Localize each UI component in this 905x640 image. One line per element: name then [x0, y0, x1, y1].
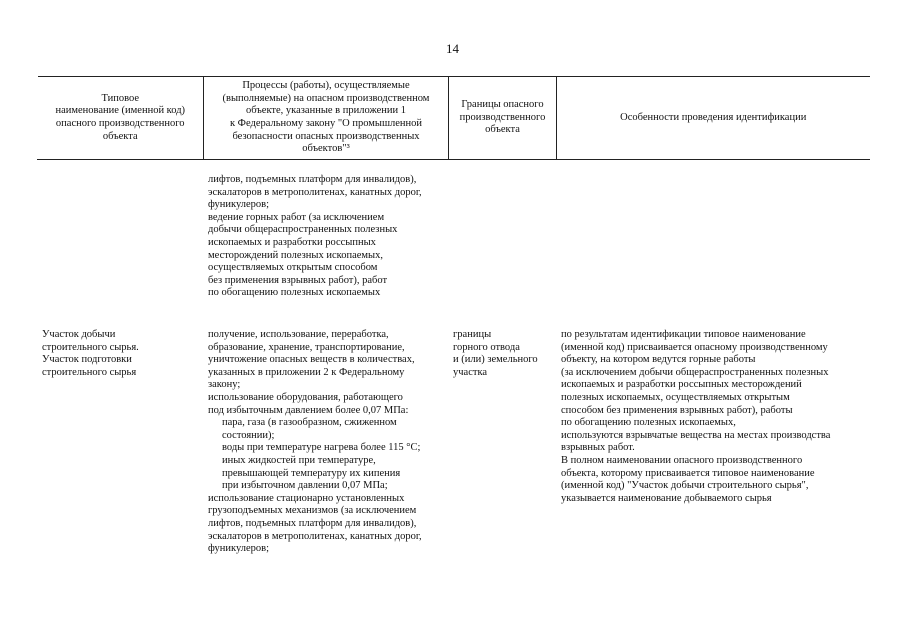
text-line: эскалаторов в метрополитенах, канатных дорог,	[208, 530, 422, 542]
text-line: воды при температуре нагрева более 115 °С;	[222, 442, 421, 454]
text-line: ископаемых и разработки россыпных	[208, 236, 376, 248]
text-line: и (или) земельного	[453, 354, 538, 366]
text-line: ископаемых и разработки россыпных месторождений	[561, 379, 802, 391]
text-line: наименование (именной код)	[55, 105, 186, 117]
text-line: иных жидкостей при температуре,	[222, 454, 376, 466]
text-line: пара, газа (в газообразном, сжиженном	[222, 417, 397, 429]
text-line: указывается наименование добываемого сырья	[561, 492, 772, 504]
cell-identification	[557, 322, 870, 556]
text-line: закону;	[208, 379, 241, 391]
text-line: использование оборудования, работающего	[208, 391, 403, 403]
text-line: без применения взрывных работ), работ	[208, 274, 388, 286]
text-line: безопасности опасных производственных	[232, 130, 420, 142]
text-line: объектов"³	[302, 143, 350, 155]
text-line: по обогащению полезных ископаемых,	[561, 417, 736, 429]
table-row-continuation	[38, 160, 870, 323]
text-line: при избыточном давлении 0,07 МПа;	[222, 480, 388, 492]
text-line: участка	[453, 366, 488, 378]
text-line: В полном наименовании опасного производственного	[561, 454, 803, 466]
text-line: использование стационарно установленных	[208, 492, 405, 504]
text-line: превышающей температуру их кипения	[222, 467, 401, 479]
text-line: (выполняемые) на опасном производственном	[222, 92, 430, 104]
text-line: уничтожение опасных веществ в количествах,	[208, 354, 415, 366]
text-line: месторождений полезных ископаемых,	[208, 249, 383, 261]
text-line: под избыточным давлением более 0,07 МПа:	[208, 404, 409, 416]
text-line: объекта	[102, 130, 138, 142]
text-line: Процессы (работы), осуществляемые	[242, 80, 410, 92]
text-line: опасного производственного	[55, 118, 185, 129]
cell-object-empty	[38, 160, 204, 323]
text-line: (за исключением добычи общераспространенных полезных	[561, 366, 829, 378]
text-line: образование, хранение, транспортирование,	[208, 341, 405, 353]
cell-object-name	[38, 322, 204, 556]
text-line: лифтов, подъемных платформ для инвалидов),	[208, 517, 417, 529]
text-line: полезных ископаемых, осуществляемых открытым	[561, 391, 790, 403]
text-line: производственного	[459, 111, 546, 123]
table-header-row	[38, 77, 870, 160]
text-line: к Федеральному закону "О промышленной	[229, 118, 423, 129]
text-line: (именной код) "Участок добычи строительного сырья",	[561, 480, 809, 492]
cell-processes	[204, 322, 449, 556]
header-identification	[557, 77, 870, 160]
text-line: объекту, на котором ведутся горные работы	[561, 354, 756, 366]
text-line: грузоподъемных механизмов (за исключением	[208, 505, 417, 517]
text-line: взрывных работ.	[561, 442, 635, 454]
header-object-type	[38, 77, 204, 160]
text-line: способом без применения взрывных работ), работы	[561, 404, 793, 416]
text-line: ведение горных работ (за исключением	[208, 211, 385, 223]
text-line: осуществляемых открытым способом	[208, 262, 378, 274]
text-line: эскалаторов в метрополитенах, канатных дорог,	[208, 186, 422, 198]
text-line: объекте, указанные в приложении 1	[246, 105, 406, 117]
text-line: Участок подготовки	[42, 354, 132, 366]
text-line: состоянии);	[222, 429, 275, 441]
text-line: по результатам идентификации типовое наименование	[561, 329, 806, 340]
text-line: фуникулеров;	[208, 199, 270, 211]
cell-identification-empty	[557, 160, 870, 323]
page-number: 14	[446, 41, 459, 56]
text-line: фуникулеров;	[208, 543, 270, 555]
text-line: горного отвода	[453, 341, 520, 353]
header-boundaries	[449, 77, 557, 160]
text-line: по обогащению полезных ископаемых	[208, 287, 381, 299]
table-row	[38, 322, 870, 556]
text-line: Особенности проведения идентификации	[620, 111, 807, 123]
identification-table	[37, 76, 870, 556]
text-line: лифтов, подъемных платформ для инвалидов),	[208, 174, 417, 185]
text-line: Участок добычи	[42, 329, 116, 340]
text-line: строительного сырья.	[42, 341, 139, 353]
text-line: Типовое	[101, 92, 140, 104]
text-line: добычи общераспространенных полезных	[208, 224, 398, 236]
text-line: используются взрывчатые вещества на местах производства	[561, 429, 831, 441]
text-line: объекта, которому присваивается типовое наименование	[561, 467, 815, 479]
text-line: объекта	[485, 124, 520, 136]
cell-boundaries-empty	[449, 160, 557, 323]
header-processes	[204, 77, 449, 160]
cell-boundaries	[449, 322, 557, 556]
text-line: указанных в приложении 2 к Федеральному	[208, 366, 405, 378]
cell-processes-continued	[204, 160, 449, 323]
text-line: строительного сырья	[42, 366, 137, 378]
text-line: границы	[453, 329, 492, 340]
text-line: (именной код) присваивается опасному производственному	[561, 341, 828, 353]
text-line: получение, использование, переработка,	[208, 329, 389, 340]
text-line: Границы опасного	[461, 99, 544, 111]
